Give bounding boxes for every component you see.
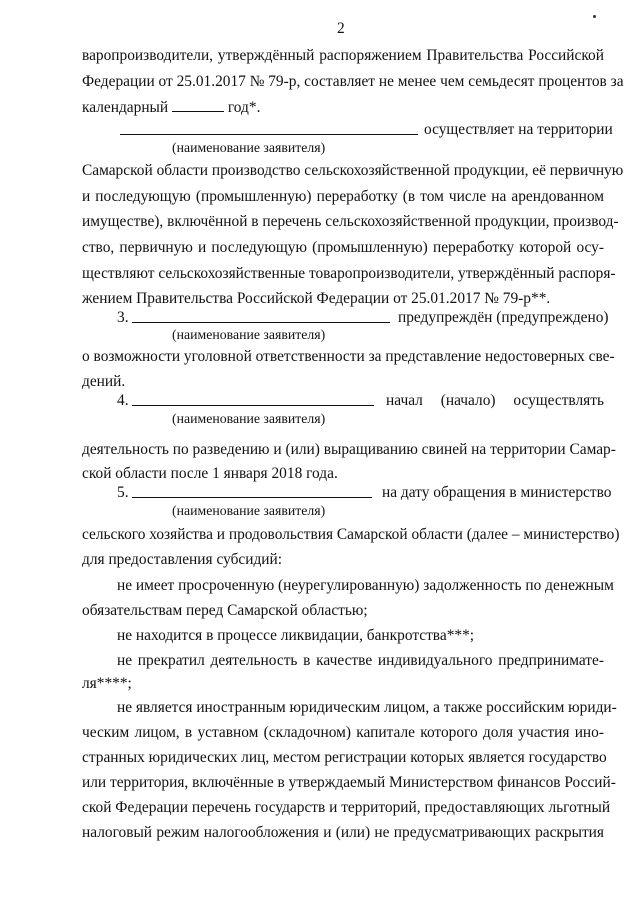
text-line [82, 99, 260, 117]
blank-line [172, 99, 224, 112]
text-line: варопроизводители, утверждённый распоряжением Правительства Российской [82, 47, 604, 64]
text-fragment: осуществляет на территории [424, 121, 613, 138]
text-line: или территория, включённые в утверждаемый Министерством финансов Россий- [82, 774, 616, 791]
text-line: ществляют сельскохозяйственные товаропроизводители, утверждённый распоря- [82, 265, 616, 282]
text-line: Самарской области производство сельскохозяйственной продукции, её первичную [82, 162, 624, 179]
text-line: для предоставления субсидий: [82, 551, 283, 568]
text-line: не прекратил деятельность в качестве индивидуального предпринимате- [117, 652, 604, 669]
text-fragment: календарный [82, 99, 169, 116]
text-line: ческим лицом, в уставном (складочном) капитале которого доля участия ино- [82, 724, 604, 741]
text-line: имуществе), включённой в перечень сельскохозяйственной продукции, производ- [82, 213, 619, 230]
text-fragment: год*. [227, 99, 261, 116]
text-line: деятельность по разведению и (или) выращиванию свиней на территории Самар- [82, 441, 616, 458]
text-line: налоговый режим налогообложения и (или) не предусматривающих раскрытия [82, 824, 604, 841]
page-number: 2 [337, 20, 345, 37]
text-line: жением Правительства Российской Федерации от 25.01.2017 № 79-р**. [82, 290, 551, 307]
field-caption: (наименование заявителя) [172, 503, 326, 518]
text-fragment: предупреждён (предупреждено) [398, 309, 609, 326]
text-line: о возможности уголовной ответственности за представление недостоверных све- [82, 348, 615, 365]
item-number: 3. [117, 309, 129, 326]
text-line: ство, первичную и последующую (промышленную) переработку которой осу- [82, 239, 604, 256]
text-fragment: на дату обращения в министерство [382, 484, 612, 501]
text-line: не находится в процессе ликвидации, банкротства***; [117, 627, 475, 644]
applicant-name-blank [132, 393, 374, 406]
field-caption: (наименование заявителя) [172, 140, 326, 155]
text-line: и последующую (промышленную) переработку (в том числе на арендованном [82, 188, 604, 205]
field-caption: (наименование заявителя) [172, 411, 326, 426]
text-line: странных юридических лиц, местом регистрации которых является государство [82, 749, 607, 766]
text-line: не является иностранным юридическим лицом, а также российским юриди- [117, 699, 617, 716]
scan-speck [593, 15, 596, 18]
text-line: Федерации от 25.01.2017 № 79-р, составляет не менее чем семьдесят процентов за [82, 73, 624, 90]
text-line: не имеет просроченную (неурегулированную) задолженность по денежным [117, 577, 614, 594]
text-line: ля****; [82, 675, 132, 692]
text-line: дений. [82, 373, 126, 390]
text-line: ской Федерации перечень государств и территорий, предоставляющих льготный [82, 799, 611, 816]
text-fragment: начал (начало) осуществлять [386, 392, 604, 409]
applicant-name-blank [120, 122, 418, 135]
item-number: 5. [117, 484, 129, 501]
text-line: обязательствам перед Самарской областью; [82, 602, 368, 619]
applicant-name-blank [132, 310, 390, 323]
field-caption: (наименование заявителя) [172, 327, 326, 342]
text-line: ской области после 1 января 2018 года. [82, 465, 338, 482]
item-number: 4. [117, 392, 129, 409]
applicant-name-blank [132, 485, 372, 498]
text-line: сельского хозяйства и продовольствия Самарской области (далее – министерство) [82, 526, 620, 543]
